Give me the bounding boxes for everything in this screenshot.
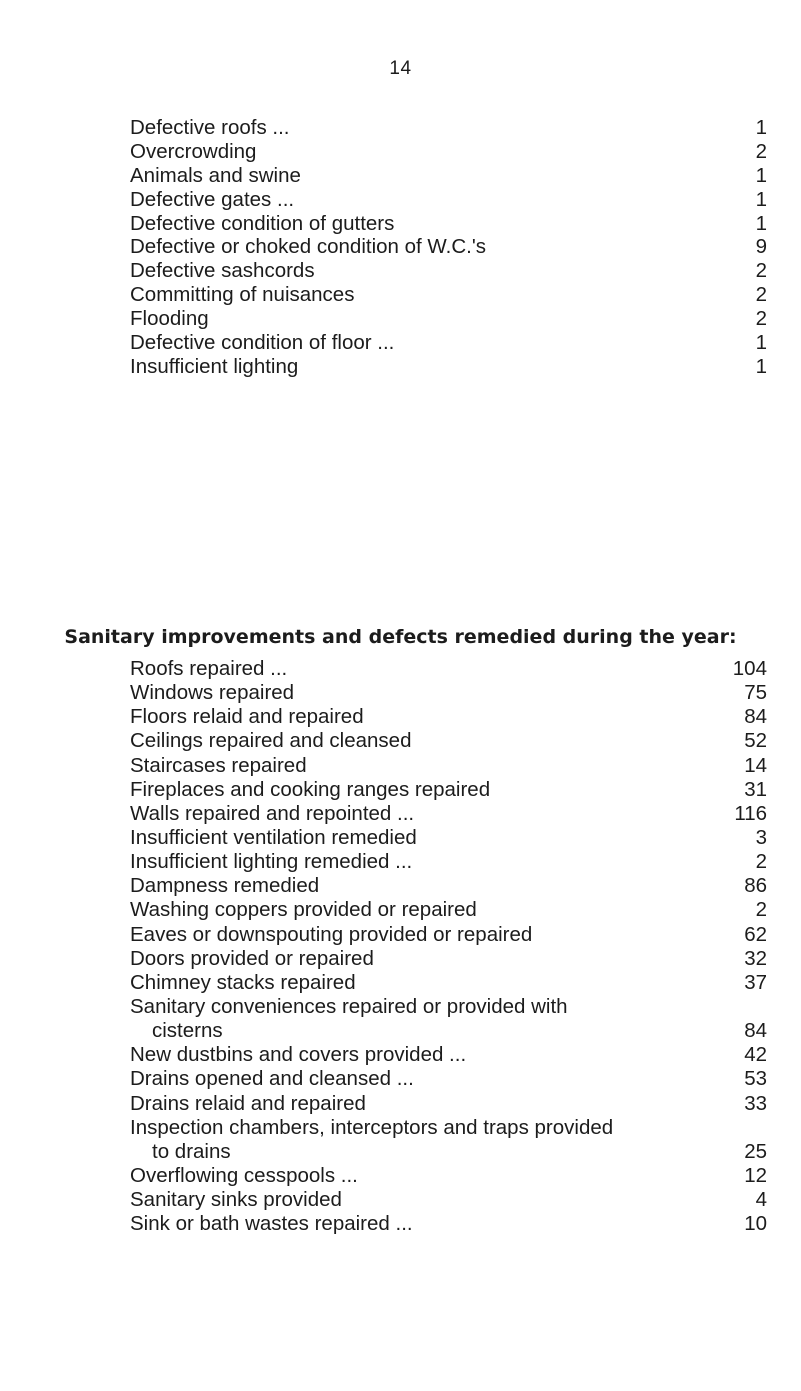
item-label: Dampness remedied [130, 874, 320, 898]
list-item [130, 778, 770, 802]
item-label: Doors provided or repaired [130, 946, 374, 970]
list-item [130, 212, 770, 236]
item-count: 53 [744, 1067, 767, 1091]
item-count: 2 [755, 139, 767, 163]
section-heading: Sanitary improvements and defects remedied during the year: [64, 626, 737, 648]
item-count: 86 [744, 874, 767, 898]
list-item [130, 657, 770, 681]
item-label: Animals and swine [130, 163, 301, 187]
item-label: Overcrowding [130, 139, 257, 163]
item-label: Defective roofs ... [130, 116, 290, 139]
list-item [130, 947, 770, 971]
list-item [130, 1116, 770, 1164]
item-label: Chimney stacks repaired [130, 970, 356, 994]
item-label-continuation: to drains [152, 1139, 231, 1163]
item-count: 1 [755, 211, 767, 235]
item-count: 52 [744, 729, 767, 753]
item-label: Defective sashcords [130, 259, 315, 283]
item-label: Flooding [130, 307, 209, 331]
list-item [130, 235, 770, 259]
item-label: Defective condition of gutters [130, 211, 395, 235]
item-count: 1 [755, 331, 767, 355]
item-label: Insufficient lighting [130, 354, 299, 378]
item-count: 3 [755, 825, 767, 849]
list-item [130, 331, 770, 355]
list-item [130, 898, 770, 922]
item-count: 9 [755, 235, 767, 259]
item-label: Committing of nuisances [130, 283, 355, 307]
item-label: Sink or bath wastes repaired ... [130, 1212, 413, 1236]
item-label: Defective or choked condition of W.C.'s [130, 235, 486, 259]
item-label-continuation: cisterns [152, 1019, 223, 1043]
item-count: 12 [744, 1163, 767, 1187]
item-count: 4 [755, 1188, 767, 1212]
item-label: Walls repaired and repointed ... [130, 801, 415, 825]
item-count: 25 [744, 1139, 767, 1163]
list-item [130, 754, 770, 778]
item-count: 1 [755, 116, 767, 139]
item-count: 2 [755, 898, 767, 922]
item-label: Floors relaid and repaired [130, 705, 364, 729]
item-count: 1 [755, 354, 767, 378]
item-count: 116 [734, 801, 767, 825]
list-item [130, 971, 770, 995]
item-label: Roofs repaired ... [130, 657, 288, 680]
list-item [130, 826, 770, 850]
item-label: Eaves or downspouting provided or repaired [130, 922, 533, 946]
list-item [130, 283, 770, 307]
item-count: 62 [744, 922, 767, 946]
list-item [130, 874, 770, 898]
list-item [130, 802, 770, 826]
item-count: 1 [755, 163, 767, 187]
item-count: 75 [744, 681, 767, 705]
item-count: 33 [744, 1091, 767, 1115]
item-label: Fireplaces and cooking ranges repaired [130, 777, 491, 801]
item-count: 2 [755, 259, 767, 283]
list-item [130, 164, 770, 188]
item-count: 104 [732, 657, 767, 680]
item-count: 2 [755, 283, 767, 307]
item-label: Drains relaid and repaired [130, 1091, 366, 1115]
item-count: 84 [744, 1019, 767, 1043]
list-item [130, 681, 770, 705]
list-item [130, 729, 770, 753]
item-count: 2 [755, 850, 767, 874]
page-number: 14 [389, 58, 412, 79]
item-label: Overflowing cesspools ... [130, 1163, 358, 1187]
item-label: New dustbins and covers provided ... [130, 1043, 467, 1067]
item-label: Inspection chambers, interceptors and traps provided [130, 1115, 614, 1139]
item-count: 37 [744, 970, 767, 994]
list-item [130, 1043, 770, 1067]
item-label: Windows repaired [130, 681, 295, 705]
list-item [130, 140, 770, 164]
list-item [130, 705, 770, 729]
item-count: 84 [744, 705, 767, 729]
item-label: Staircases repaired [130, 753, 307, 777]
list-item [130, 850, 770, 874]
item-label: Sanitary sinks provided [130, 1188, 342, 1212]
item-count: 42 [744, 1043, 767, 1067]
nuisances-list [130, 116, 770, 379]
item-count: 32 [744, 946, 767, 970]
item-label: Sanitary conveniences repaired or provided with [130, 994, 568, 1018]
list-item [130, 1092, 770, 1116]
item-count: 14 [744, 753, 767, 777]
item-label: Defective condition of floor ... [130, 331, 395, 355]
item-count: 10 [744, 1212, 767, 1236]
list-item [130, 1188, 770, 1212]
list-item [130, 1164, 770, 1188]
list-item [130, 1067, 770, 1091]
list-item [130, 355, 770, 379]
item-label: Defective gates ... [130, 187, 295, 211]
item-count: 31 [744, 777, 767, 801]
list-item [130, 1212, 770, 1236]
list-item [130, 188, 770, 212]
item-count: 1 [755, 187, 767, 211]
item-label: Insufficient ventilation remedied [130, 825, 417, 849]
item-label: Drains opened and cleansed ... [130, 1067, 414, 1091]
item-label: Washing coppers provided or repaired [130, 898, 477, 922]
improvements-list [130, 657, 770, 1236]
list-item [130, 307, 770, 331]
item-label: Ceilings repaired and cleansed [130, 729, 412, 753]
item-count: 2 [755, 307, 767, 331]
list-item [130, 923, 770, 947]
item-label: Insufficient lighting remedied ... [130, 850, 413, 874]
list-item [130, 995, 770, 1043]
list-item [130, 259, 770, 283]
list-item [130, 116, 770, 140]
